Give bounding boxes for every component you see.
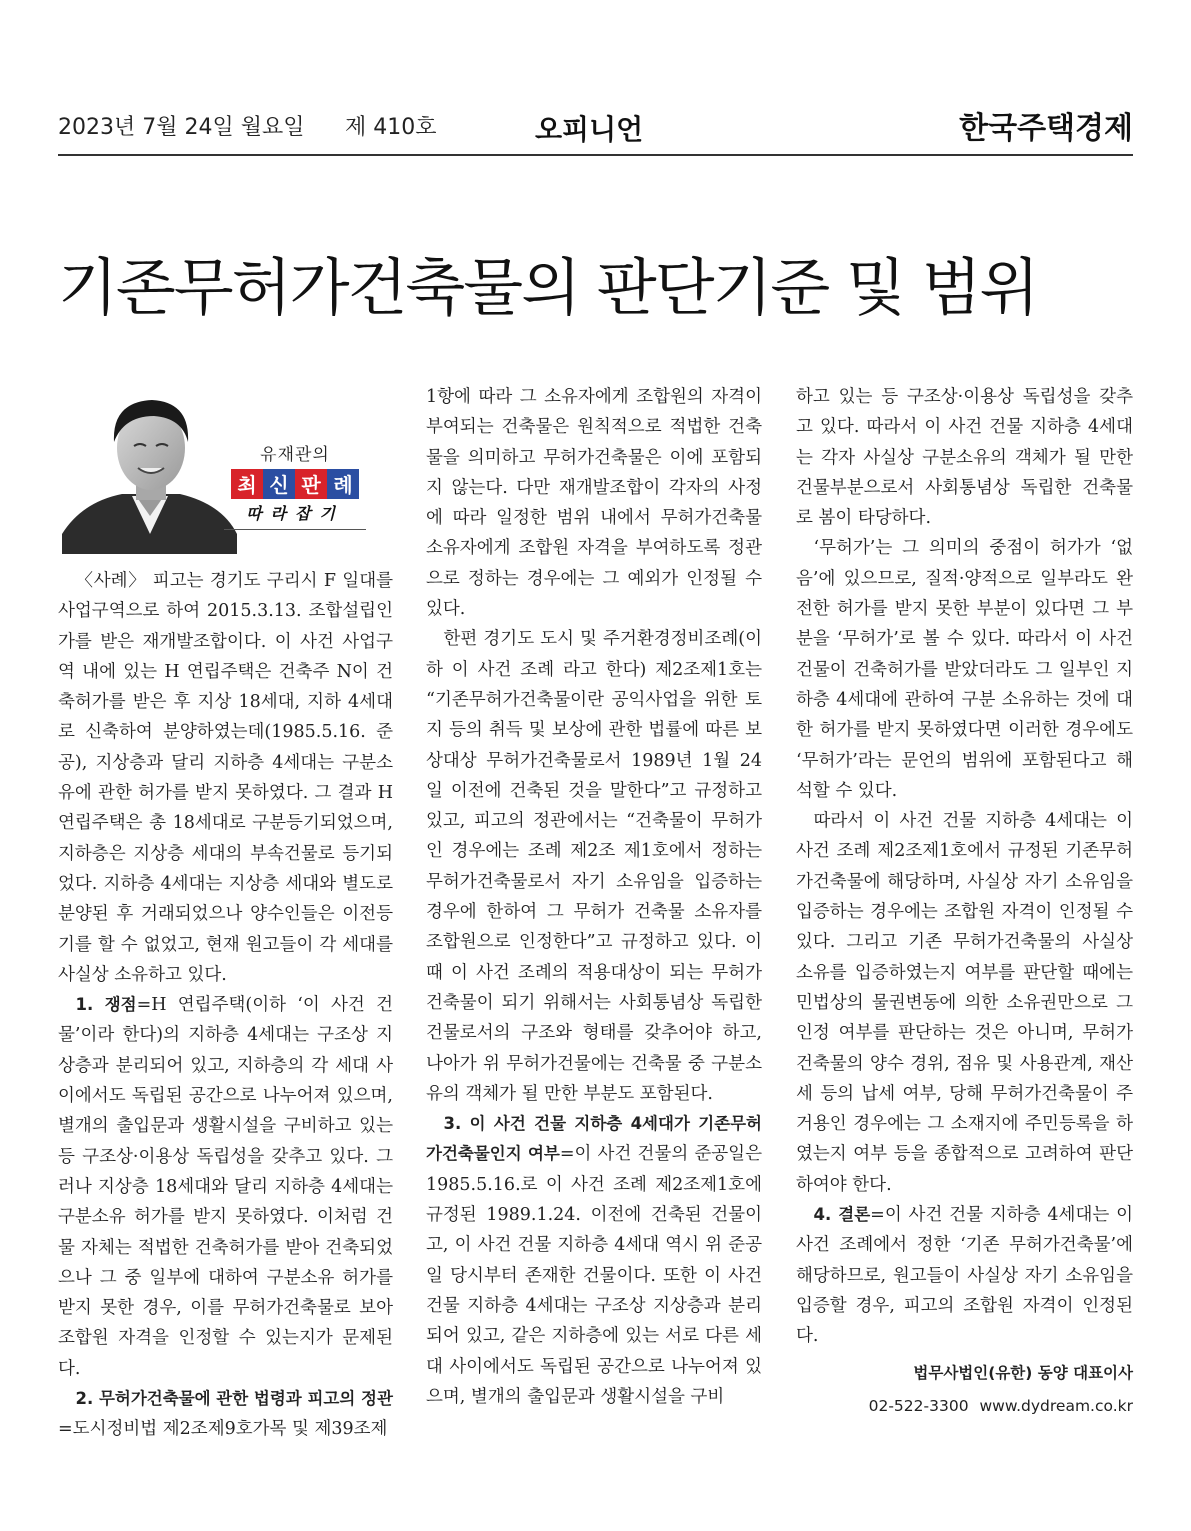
newspaper-name: 한국주택경제 <box>959 111 1133 146</box>
section-2 <box>58 1384 393 1414</box>
series-badge <box>225 469 365 499</box>
section-text: =이 사건 건물 지하층 4세대는 이 사건 조례에서 정한 ‘기존 무허가건축물’에 해당하므로, 원고들이 사실상 자기 소유임을 입증할 경우, 피고의 조합원 자격이 인정된다. <box>796 1205 1133 1347</box>
section-1 <box>58 990 393 1384</box>
section-text: =도시정비법 제2조제9호가목 및 제39조제 <box>58 1419 388 1440</box>
series-author: 유재관의 <box>260 445 330 465</box>
section-heading: 3. 이 사건 건물 지하층 4세대가 기존무허가건축물인지 여부 <box>426 1114 762 1164</box>
body-paragraph: 따라서 이 사건 건물 지하층 4세대는 이 사건 조례 제2조제1호에서 규정된 기존무허가건축물에 해당하며, 사실상 자기 소유임을 입증하는 경우에는 조합원 자격이 인정될 수 있다. 그리고 기존 무허가건축물의 사실상 소유를 입증하였는지 여부를 판단할 때에는 민법상의 물권변동에 의한 소유권만으로 그 인정 여부를 판단하는 것은 아니며, 무허가건축물의 양수 경위, 점유 및 사용관계, 재산세 등의 납세 여부, 당해 무허가건축물이 주거용인 경우에는 그 소재지에 주민등록을 하였는지 여부 등을 종합적으로 고려하여 판단하여야 한다. <box>796 811 1133 1195</box>
contact-phone: 02-522-3300 <box>868 1396 969 1415</box>
series-underline <box>224 529 366 530</box>
case-paragraph: 〈사례〉 피고는 경기도 구리시 F 일대를 사업구역으로 하여 2015.3.13. 조합설립인가를 받은 재개발조합이다. 이 사건 사업구역 내에 있는 H 연립주택은 건축주 N이 건축허가를 받은 후 지상 18세대, 지하 4세대로 신축하여 분양하였는데(1985.5.16. 준공), 지상층과 달리 지하층 4세대는 구분소유에 관한 허가를 받지 못하였다. 그 결과 H 연립주택은 총 18세대로 구분등기되었으며, 지하층은 지상층 세대의 부속건물로 등기되었다. 지하층 4세대는 지상층 세대와 별도로 분양된 후 거래되었으나 양수인들은 이전등기를 할 수 없었고, 현재 원고들이 각 세대를 사실상 소유하고 있다. <box>58 571 393 985</box>
author-signature: 법무사법인(유한) 동양 대표이사 <box>913 1363 1133 1382</box>
issue-number: 제 410호 <box>345 115 437 140</box>
body-paragraph: 하고 있는 등 구조상·이용상 독립성을 갖추고 있다. 따라서 이 사건 건물 지하층 4세대는 각자 사실상 구분소유의 객체가 될 만한 건물부분으로서 사회통념상 독립한 건축물로 봄이 타당하다. <box>796 387 1133 529</box>
section-text: =이 사건 건물의 준공일은 1985.5.16.로 이 사건 조례 제2조제1호에 규정된 1989.1.24. 이전에 건축된 건물이고, 이 사건 건물 지하층 4세대 역시 위 준공일 당시부터 존재한 건물이다. 또한 이 사건 건물 지하층 4세대는 구조상 지상층과 분리되어 있고, 같은 지하층에 있는 서로 다른 세대 사이에서도 독립된 공간으로 나누어져 있으며, 별개의 출입문과 생활시설을 구비 <box>426 1144 762 1407</box>
contact-website: www.dydream.co.kr <box>979 1396 1133 1415</box>
body-paragraph: 한편 경기도 도시 및 주거환경정비조례(이하 이 사건 조례 라고 한다) 제2조제1호는 “기존무허가건축물이란 공익사업을 위한 토지 등의 취득 및 보상에 관한 법률에 따른 보상대상 무허가건축물로서 1989년 1월 24일 이전에 건축된 것을 말한다”고 규정하고 있고, 피고의 정관에서는 “건축물이 무허가인 경우에는 조례 제2조 제1호에서 정하는 무허가건축물로서 자기 소유임을 입증하는 경우에 한하여 그 무허가 건축물 소유자를 조합원으로 인정한다”고 규정하고 있다. 이때 이 사건 조례의 적용대상이 되는 무허가건축물이 되기 위해서는 사회통념상 독립한 건물로서의 구조와 형태를 갖추어야 하고, 나아가 위 무허가건물에는 건축물 중 구분소유의 객체가 될 만한 부분도 포함된다. <box>426 629 762 1104</box>
badge-char: 신 <box>263 469 295 499</box>
badge-char: 최 <box>231 469 263 499</box>
column-series-logo <box>225 440 365 524</box>
series-subtitle: 따라잡기 <box>246 504 344 523</box>
section-4 <box>796 1200 1133 1351</box>
section-heading: 4. 결론 <box>813 1205 871 1225</box>
header-divider <box>58 154 1133 156</box>
author-portrait <box>62 384 237 554</box>
badge-char: 례 <box>327 469 359 499</box>
article-column-1 <box>58 566 393 1445</box>
author-contact <box>796 1391 1133 1421</box>
badge-char: 판 <box>295 469 327 499</box>
body-paragraph: ‘무허가’는 그 의미의 중점이 허가가 ‘없음’에 있으므로, 질적·양적으로 일부라도 완전한 허가를 받지 못한 부분이 있다면 그 부분을 ‘무허가’로 볼 수 있다. 따라서 이 사건 건물이 건축허가를 받았더라도 그 일부인 지하층 4세대에 관하여 구분 소유하는 것에 대한 허가를 받지 못하였다면 이러한 경우에도 ‘무허가’라는 문언의 범위에 포함된다고 해석할 수 있다. <box>796 538 1133 801</box>
article-column-2 <box>426 382 762 1412</box>
issue-date: 2023년 7월 24일 월요일 <box>58 115 305 140</box>
section-3 <box>426 1109 762 1412</box>
article-column-3 <box>796 382 1133 1421</box>
section-heading: 2. 무허가건축물에 관한 법령과 피고의 정관 <box>75 1389 393 1409</box>
body-paragraph: 1항에 따라 그 소유자에게 조합원의 자격이 부여되는 건축물은 원칙적으로 적법한 건축물을 의미하고 무허가건축물은 이에 포함되지 않는다. 다만 재개발조합이 각자의 사정에 따라 일정한 범위 내에서 무허가건축물 소유자에게 조합원 자격을 부여하도록 정관으로 정하는 경우에는 그 예외가 인정될 수 있다. <box>426 387 762 620</box>
article-headline: 기존무허가건축물의 판단기준 및 범위 <box>58 251 1038 324</box>
section-heading: 1. 쟁점 <box>75 995 137 1015</box>
section-title: 오피니언 <box>535 113 644 146</box>
section-text: =H 연립주택(이하 ‘이 사건 건물’이라 한다)의 지하층 4세대는 구조상 지상층과 분리되어 있고, 지하층의 각 세대 사이에서도 독립된 공간으로 나누어져 있으며, 별개의 출입문과 생활시설을 구비하고 있는 등 구조상·이용상 독립성을 갖추고 있다. 그러나 지상층 18세대와 달리 지하층 4세대는 구분소유 허가를 받지 못하였다. 이처럼 건물 자체는 적법한 건축허가를 받아 건축되었으나 그 중 일부에 대하여 구분소유 허가를 받지 못한 경우, 이를 무허가건축물로 보아 조합원 자격을 인정할 수 있는지가 문제된다. <box>58 995 393 1379</box>
